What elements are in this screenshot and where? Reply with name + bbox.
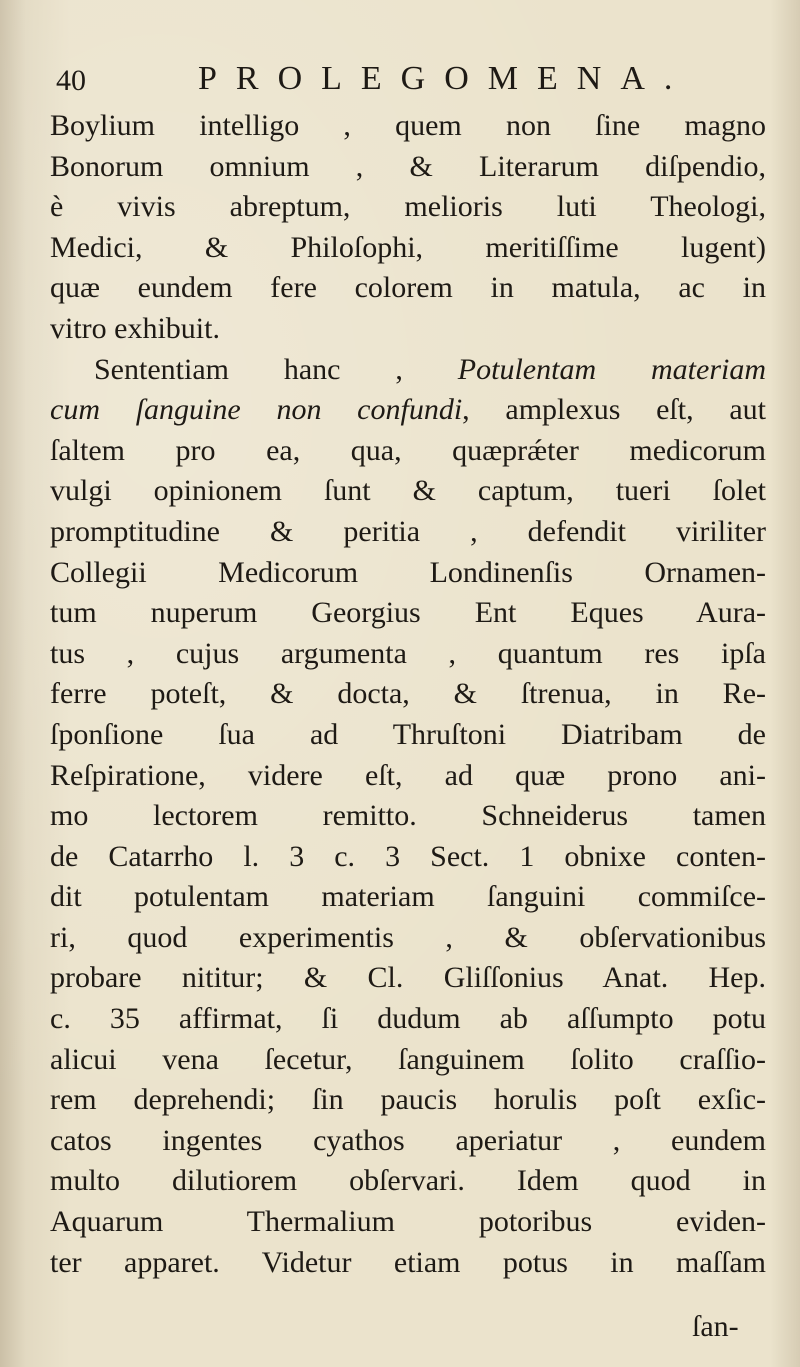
text-line: ri, quod experimentis , & obſervationibus: [50, 920, 766, 954]
text-line: vitro exhibuit.: [50, 311, 220, 345]
text-line: rem deprehendi; ſin paucis horulis poſt exſic-: [50, 1083, 766, 1117]
italic-phrase: Potulentam materiam: [457, 352, 766, 386]
text-line: catos ingentes cyathos aperiatur , eundem: [50, 1123, 766, 1157]
text-line: Bonorum omnium , & Literarum diſpendio,: [50, 149, 766, 183]
text-line: probare nititur; & Cl. Gliſſonius Anat. Hep.: [50, 961, 766, 995]
text-line: alicui vena ſecetur, ſanguinem ſolito craſſio-: [50, 1042, 766, 1076]
text-line: ſponſione ſua ad Thruſtoni Diatribam de: [50, 717, 766, 751]
text-line: promptitudine & peritia , defendit viriliter: [50, 514, 766, 548]
text-line: ferre poteſt, & docta, & ſtrenua, in Re-: [50, 677, 766, 711]
text-line: Collegii Medicorum Londinenſis Ornamen-: [50, 555, 766, 589]
text-line: multo dilutiorem obſervari. Idem quod in: [50, 1164, 766, 1198]
body-text: [50, 106, 766, 1283]
italic-phrase: cum ſanguine non confundi: [50, 393, 463, 427]
text-line: vulgi opinionem ſunt & captum, tueri ſolet: [50, 474, 766, 508]
page-number: 40: [56, 64, 86, 97]
text-line: ſaltem pro ea, qua, quæprǽter medicorum: [50, 433, 766, 467]
text-line: Aquarum Thermalium potoribus eviden-: [50, 1205, 766, 1239]
text-line-mixed: [50, 350, 766, 391]
text-line: tus , cujus argumenta , quantum res ipſa: [50, 636, 766, 670]
text-line: Medici, & Philoſophi, meritiſſime lugent): [50, 230, 766, 264]
text-line: dit potulentam materiam ſanguini commiſce-: [50, 880, 766, 914]
text-line: Boylium intelligo , quem non ſine magno: [50, 109, 766, 142]
text-line: tum nuperum Georgius Ent Eques Aura-: [50, 596, 766, 630]
text-line-mixed: [50, 390, 766, 431]
page-header: [48, 60, 768, 104]
text-line: ter apparet. Videtur etiam potus in maſſam: [50, 1245, 766, 1279]
text-line: c. 35 affirmat, ſi dudum ab aſſumpto potu: [50, 1002, 766, 1036]
running-head: PROLEGOMENA.: [198, 60, 692, 97]
text-line: Reſpiratione, videre eſt, ad quæ prono ani-: [50, 758, 766, 792]
catchword: ſan-: [692, 1310, 739, 1343]
text-line: quæ eundem fere colorem in matula, ac in: [50, 271, 766, 305]
text-segment: Sententiam hanc ,: [94, 352, 458, 386]
text-line: de Catarrho l. 3 c. 3 Sect. 1 obnixe conten-: [50, 839, 766, 873]
text-line: mo lectorem remitto. Schneiderus tamen: [50, 799, 766, 833]
text-line: è vivis abreptum, melioris luti Theologi,: [50, 190, 766, 224]
text-segment: , amplexus eſt, aut: [462, 393, 766, 427]
